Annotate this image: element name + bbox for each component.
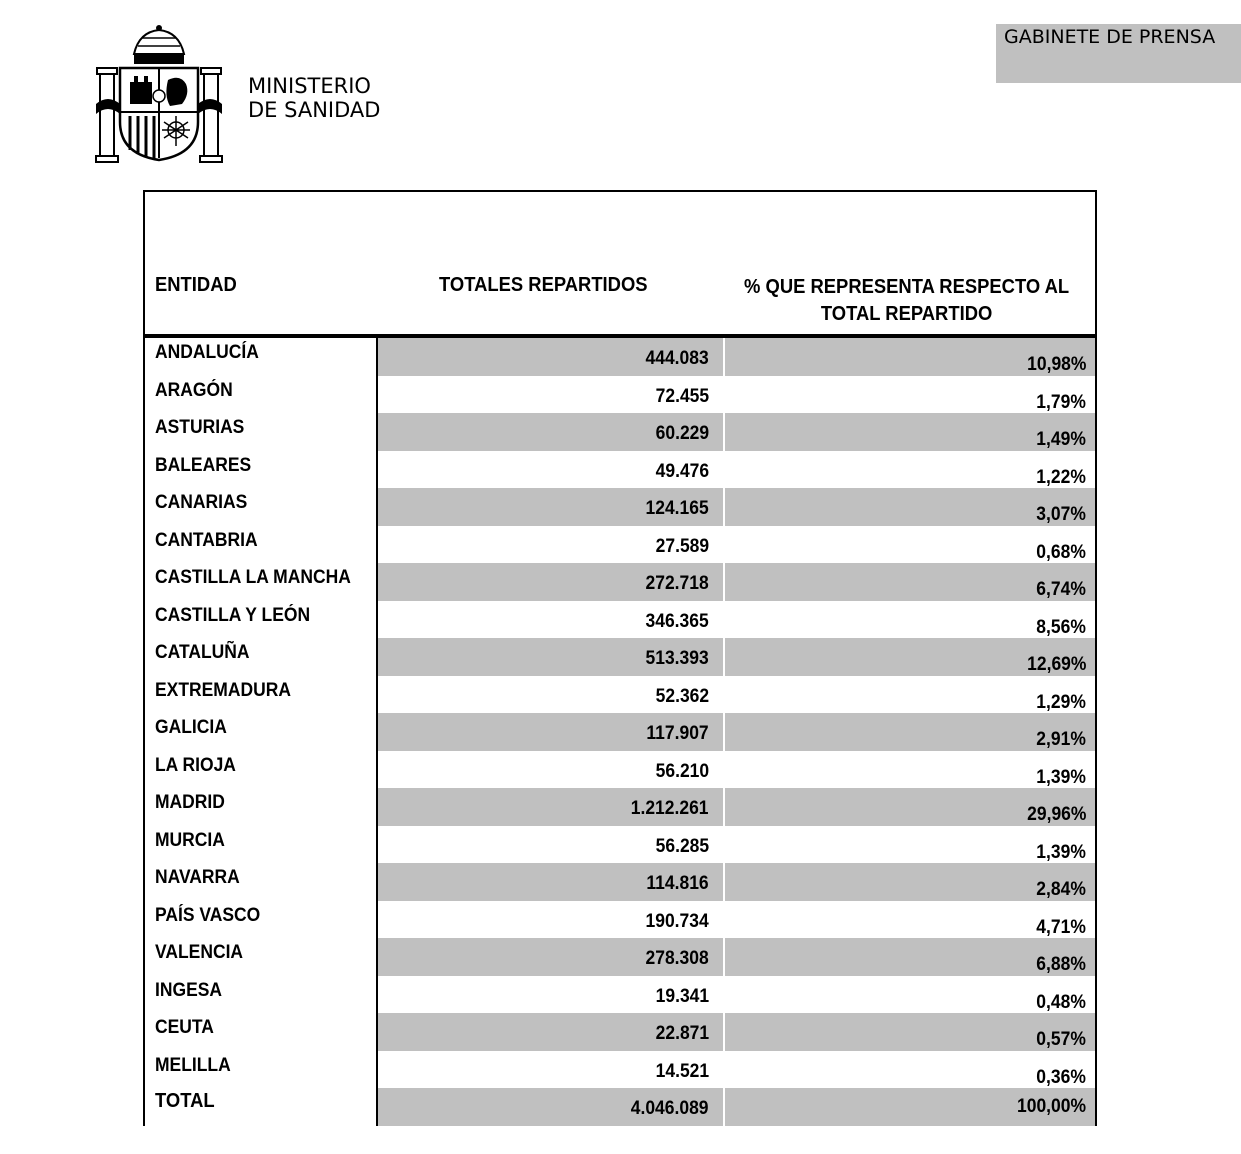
table-header xyxy=(143,190,1097,338)
percent-value: 2,91% xyxy=(1036,729,1086,750)
ministry-line-2: DE SANIDAD xyxy=(248,98,381,122)
row-values xyxy=(376,788,1095,826)
percent-value: 8,56% xyxy=(1036,616,1086,638)
total-value: 49.476 xyxy=(655,460,709,482)
total-value: 124.165 xyxy=(645,498,709,519)
cell-divider xyxy=(723,1088,725,1126)
cell-divider xyxy=(723,976,725,1014)
percent-value: 10,98% xyxy=(1026,354,1086,375)
table-row xyxy=(145,526,1095,564)
percent-value: 0,36% xyxy=(1036,1066,1086,1088)
row-values xyxy=(376,526,1095,564)
column-header-totals: TOTALES REPARTIDOS xyxy=(439,274,648,296)
cell-divider xyxy=(723,863,725,901)
table-row xyxy=(145,413,1095,451)
row-values xyxy=(376,638,1095,676)
table-row xyxy=(145,1013,1095,1051)
entity-name: ASTURIAS xyxy=(155,417,245,438)
percent-value: 2,84% xyxy=(1036,879,1086,900)
cell-divider xyxy=(723,376,725,414)
row-values xyxy=(376,976,1095,1014)
entity-name: ANDALUCÍA xyxy=(155,342,259,363)
table-row xyxy=(145,376,1095,414)
column-header-percent xyxy=(741,274,1072,328)
total-value: 4.046.089 xyxy=(631,1098,709,1119)
row-values xyxy=(376,713,1095,751)
cell-divider xyxy=(723,526,725,564)
ministry-name xyxy=(248,74,380,122)
distribution-table xyxy=(143,190,1097,1126)
table-row xyxy=(145,488,1095,526)
percent-value: 1,79% xyxy=(1036,391,1086,413)
percent-value: 6,88% xyxy=(1036,954,1086,975)
press-office-box xyxy=(996,24,1241,83)
cell-divider xyxy=(723,1051,725,1089)
total-value: 190.734 xyxy=(645,910,709,932)
percent-value: 0,68% xyxy=(1036,541,1086,563)
entity-name: CANTABRIA xyxy=(155,529,258,551)
table-row xyxy=(145,863,1095,901)
entity-name: CANARIAS xyxy=(155,492,248,513)
row-values xyxy=(376,488,1095,526)
row-values xyxy=(376,826,1095,864)
cell-divider xyxy=(723,751,725,789)
entity-name: MADRID xyxy=(155,792,225,813)
entity-name: NAVARRA xyxy=(155,867,240,888)
entity-name: CASTILLA Y LEÓN xyxy=(155,604,311,626)
total-value: 513.393 xyxy=(645,648,709,669)
cell-divider xyxy=(723,826,725,864)
row-values xyxy=(376,938,1095,976)
cell-divider xyxy=(723,601,725,639)
percent-value: 1,49% xyxy=(1036,429,1086,450)
entity-name: BALEARES xyxy=(155,454,252,476)
row-values xyxy=(376,563,1095,601)
row-values xyxy=(376,863,1095,901)
table-row xyxy=(145,938,1095,976)
cell-divider xyxy=(723,638,725,676)
percent-value: 100,00% xyxy=(1016,1096,1086,1117)
entity-name: CEUTA xyxy=(155,1017,214,1038)
cell-divider xyxy=(723,938,725,976)
cell-divider xyxy=(723,488,725,526)
total-value: 22.871 xyxy=(655,1023,709,1044)
table-row xyxy=(145,788,1095,826)
table-total-row xyxy=(145,1088,1095,1126)
total-value: 444.083 xyxy=(645,348,709,369)
table-row xyxy=(145,901,1095,939)
row-values xyxy=(376,451,1095,489)
ministry-line-1: MINISTERIO xyxy=(248,74,371,98)
cell-divider xyxy=(723,451,725,489)
percent-value: 4,71% xyxy=(1036,916,1086,938)
entity-name: CATALUÑA xyxy=(155,642,250,663)
row-values xyxy=(376,751,1095,789)
row-values xyxy=(376,676,1095,714)
entity-name: MURCIA xyxy=(155,829,225,851)
row-values xyxy=(376,901,1095,939)
cell-divider xyxy=(723,676,725,714)
row-values xyxy=(376,338,1095,376)
column-header-percent-line-1: % QUE REPRESENTA RESPECTO AL xyxy=(744,276,1070,298)
table-row xyxy=(145,638,1095,676)
coat-of-arms-logo xyxy=(94,24,224,164)
total-value: 52.362 xyxy=(655,685,709,707)
table-row xyxy=(145,451,1095,489)
total-value: 19.341 xyxy=(655,985,709,1007)
entity-name: ARAGÓN xyxy=(155,379,233,401)
table-row xyxy=(145,713,1095,751)
percent-value: 12,69% xyxy=(1026,654,1086,675)
table-row xyxy=(145,563,1095,601)
total-value: 1.212.261 xyxy=(631,798,709,819)
total-value: 346.365 xyxy=(645,610,709,632)
column-header-entity: ENTIDAD xyxy=(155,274,237,296)
table-row xyxy=(145,601,1095,639)
table-row xyxy=(145,1051,1095,1089)
percent-value: 0,48% xyxy=(1036,991,1086,1013)
row-values xyxy=(376,376,1095,414)
percent-value: 3,07% xyxy=(1036,504,1086,525)
table-row xyxy=(145,826,1095,864)
entity-name: CASTILLA LA MANCHA xyxy=(155,567,351,588)
cell-divider xyxy=(723,413,725,451)
total-value: 27.589 xyxy=(655,535,709,557)
total-value: 272.718 xyxy=(645,573,709,594)
table-row xyxy=(145,676,1095,714)
cell-divider xyxy=(723,1013,725,1051)
total-value: 56.210 xyxy=(655,760,709,782)
cell-divider xyxy=(723,338,725,376)
total-value: 117.907 xyxy=(646,723,709,744)
total-value: 60.229 xyxy=(655,423,709,444)
row-values xyxy=(376,1088,1095,1126)
percent-value: 6,74% xyxy=(1036,579,1086,600)
percent-value: 0,57% xyxy=(1036,1029,1086,1050)
percent-value: 1,39% xyxy=(1036,766,1086,788)
row-values xyxy=(376,601,1095,639)
entity-name: INGESA xyxy=(155,979,223,1001)
cell-divider xyxy=(723,901,725,939)
entity-name: PAÍS VASCO xyxy=(155,904,261,926)
cell-divider xyxy=(723,713,725,751)
row-values xyxy=(376,413,1095,451)
table-row xyxy=(145,338,1095,376)
percent-value: 29,96% xyxy=(1026,804,1086,825)
cell-divider xyxy=(723,563,725,601)
entity-name: LA RIOJA xyxy=(155,754,236,776)
total-value: 72.455 xyxy=(655,385,709,407)
percent-value: 1,29% xyxy=(1036,691,1086,713)
entity-name: GALICIA xyxy=(155,717,227,738)
row-values xyxy=(376,1051,1095,1089)
entity-name: VALENCIA xyxy=(155,942,244,963)
entity-name: TOTAL xyxy=(155,1090,215,1112)
table-row xyxy=(145,751,1095,789)
total-value: 278.308 xyxy=(645,948,709,969)
cell-divider xyxy=(723,788,725,826)
column-header-percent-line-2: TOTAL REPARTIDO xyxy=(820,303,993,325)
percent-value: 1,22% xyxy=(1036,466,1086,488)
total-value: 14.521 xyxy=(655,1060,709,1082)
total-value: 56.285 xyxy=(655,835,709,857)
entity-name: MELILLA xyxy=(155,1054,231,1076)
entity-name: EXTREMADURA xyxy=(155,679,291,701)
total-value: 114.816 xyxy=(646,873,709,894)
press-office-label: GABINETE DE PRENSA xyxy=(1004,26,1216,48)
table-row xyxy=(145,976,1095,1014)
row-values xyxy=(376,1013,1095,1051)
table-body xyxy=(143,338,1097,1126)
percent-value: 1,39% xyxy=(1036,841,1086,863)
